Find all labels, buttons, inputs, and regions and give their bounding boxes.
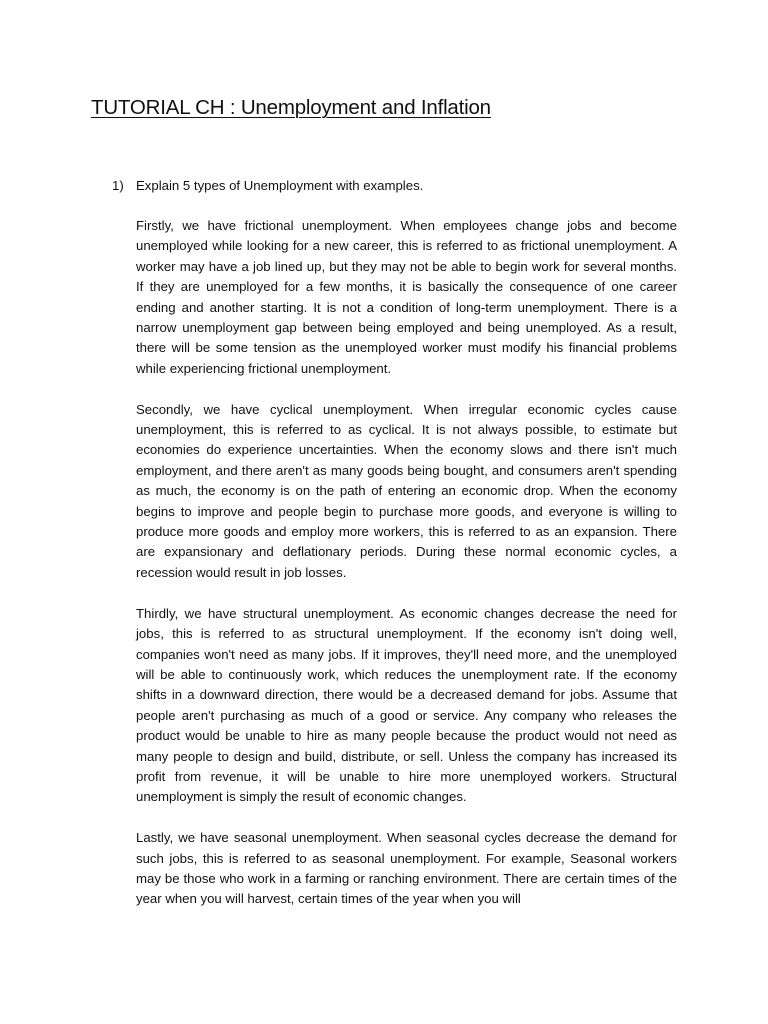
paragraph-frictional: Firstly, we have frictional unemployment. When employees change jobs and become unemployed while looking for a new career, this is referred to as frictional unemployment. A worker may have a job lined up, but they may not be able to begin work for several months. If they are unemployed for a few months, it is basically the consequence of one career ending and another starting. It is not a condition of long-term unemployment. There is a narrow unemployment gap between being employed and being unemployed. As a result, there will be some tension as the unemployed worker must modify his financial problems while experiencing frictional unemployment. <box>136 218 677 376</box>
paragraph-seasonal: Lastly, we have seasonal unemployment. When seasonal cycles decrease the demand for such jobs, this is referred to as seasonal unemployment. For example, Seasonal workers may be those who work in a farming or ranching environment. There are certain times of the year when you will harvest, certain times of the year when you will <box>136 830 677 907</box>
paragraph-structural: Thirdly, we have structural unemployment. As economic changes decrease the need for jobs, this is referred to as structural unemployment. If the economy isn't doing well, companies won't need as many jobs. If it improves, they'll need more, and the unemployed will be able to continuously work, which reduces the unemployment rate. If the economy shifts in a downward direction, there would be a decreased demand for jobs. Assume that people aren't purchasing as much of a good or service. Any company who releases the product would be unable to hire as many people because the product would not need as many people to design and build, distribute, or sell. Unless the company has increased its profit from revenue, it will be unable to hire more unemployed workers. Structural unemployment is simply the result of economic changes. <box>136 605 677 805</box>
document-title: TUTORIAL CH : Unemployment and Inflation <box>91 96 491 119</box>
question-1 <box>112 176 682 196</box>
question-text: Explain 5 types of Unemployment with examples. <box>136 178 424 193</box>
question-number: 1) <box>112 178 124 193</box>
answer-body <box>136 216 677 930</box>
paragraph-cyclical: Secondly, we have cyclical unemployment. When irregular economic cycles cause unemployment, this is referred to as cyclical. It is not always possible, to estimate but economies do experience uncertainties. When the economy slows and there isn't much employment, and there aren't as many goods being bought, and consumers aren't spending as much, the economy is on the path of entering an economic drop. When the economy begins to improve and people begin to purchase more goods, and everyone is willing to produce more goods and employ more workers, this is referred to as an expansion. There are expansionary and deflationary periods. During these normal economic cycles, a recession would result in job losses. <box>136 401 677 580</box>
